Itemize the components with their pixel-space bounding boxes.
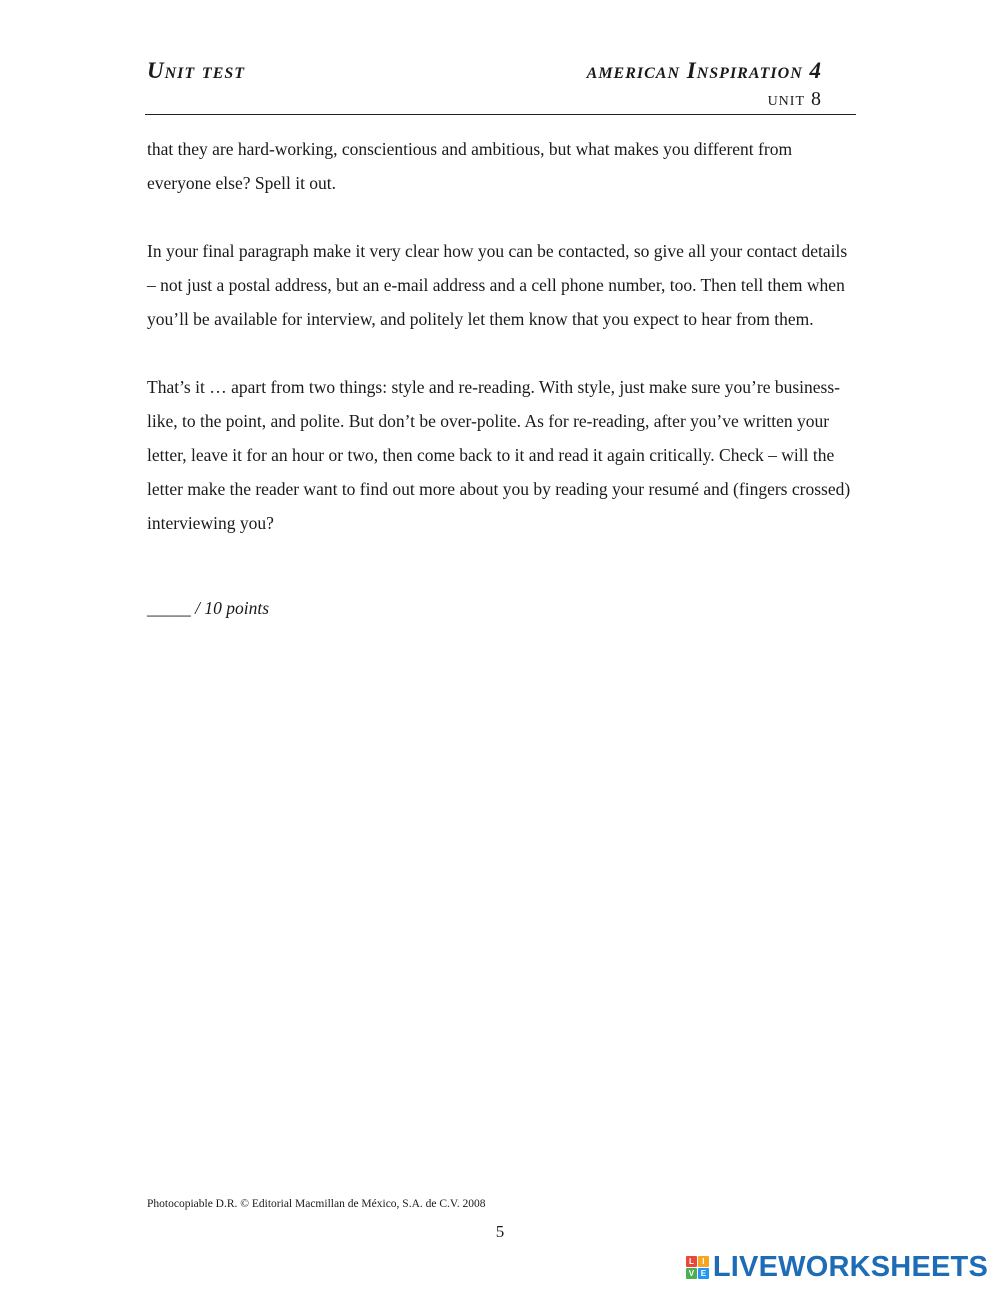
liveworksheets-icon — [686, 1256, 709, 1279]
page-number: 5 — [495, 1222, 505, 1241]
liveworksheets-logo — [686, 1251, 988, 1284]
copyright-notice: Photocopiable D.R. © Editorial Macmillan de México, S.A. de C.V. 2008 — [147, 1198, 486, 1210]
header-divider — [145, 114, 856, 115]
book-title: american Inspiration 4 — [586, 58, 822, 83]
unit-label: unit 8 — [767, 88, 822, 110]
paragraph: that they are hard-working, conscientious and ambitious, but what makes you different from everyone else? Spell it out. — [147, 139, 793, 193]
reading-text — [147, 132, 859, 574]
paragraph: That’s it … apart from two things: style and re-reading. With style, just make sure you’re business-like, to the point, and polite. But don’t be over-polite. As for re-reading, after you’ve written your letter, leave it for an hour or two, then come back to it and read it again critically. Check – will the letter make the reader want to find out more about you by reading your resumé and (fingers crossed) interviewing you? — [147, 377, 851, 533]
logo-letter: I — [698, 1256, 709, 1267]
score-points-label: / 10 points — [190, 598, 270, 618]
brand-name: LIVEWORKSHEETS — [712, 1251, 988, 1283]
logo-letter: V — [686, 1268, 697, 1279]
score-line — [147, 598, 269, 619]
logo-letter: E — [698, 1268, 709, 1279]
unit-test-title: Unit test — [147, 58, 246, 83]
paragraph: In your final paragraph make it very clear how you can be contacted, so give all your contact details – not just a postal address, but an e-mail address and a cell phone number, too. Then tell them when you’ll be available for interview, and politely let them know that you expect to hear from them. — [147, 241, 848, 329]
score-blank[interactable]: _____ — [147, 598, 191, 618]
logo-letter: L — [686, 1256, 697, 1267]
